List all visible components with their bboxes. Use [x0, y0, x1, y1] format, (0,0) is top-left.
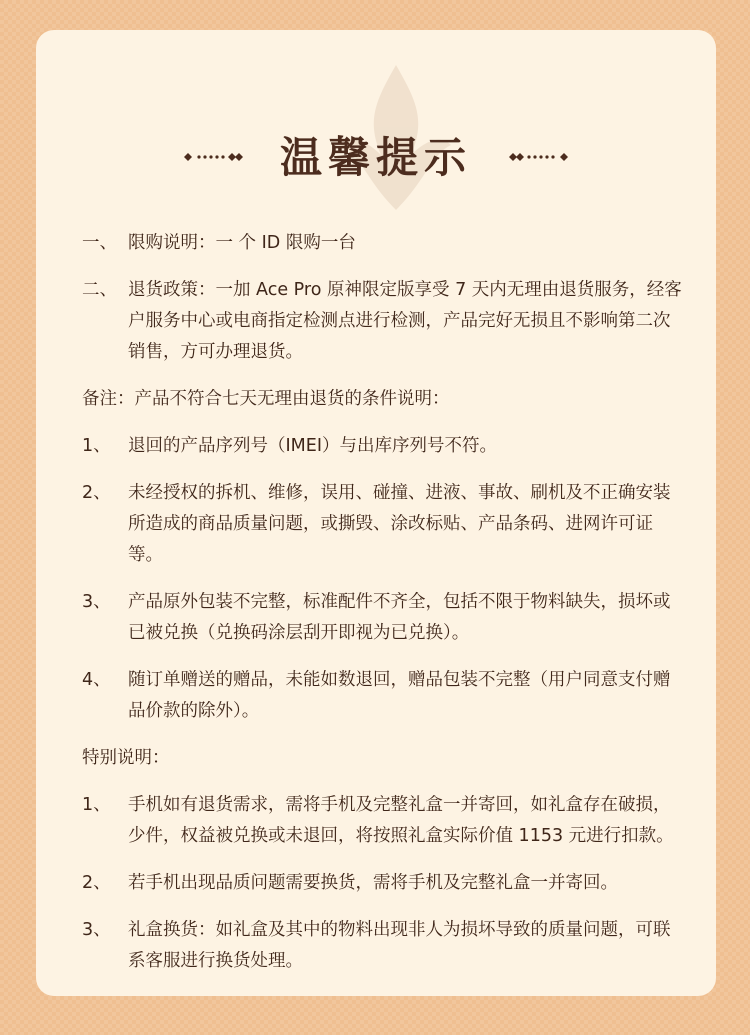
- item-number: 2、: [82, 873, 111, 893]
- notice-card: [36, 30, 716, 996]
- title-row: [36, 128, 716, 188]
- item-number: 2、: [82, 483, 111, 503]
- item-text: 退回的产品序列号（IMEI）与出库序列号不符。: [128, 436, 497, 456]
- item-text: 产品原外包装不完整，标准配件不齐全，包括不限于物料缺失，损坏或已被兑换（兑换码涂层刮开即视为已兑换）。: [128, 592, 671, 643]
- item-number: 4、: [82, 670, 111, 690]
- item-text: 手机如有退货需求，需将手机及完整礼盒一并寄回，如礼盒存在破损，少件，权益被兑换或未退回，将按照礼盒实际价值 1153 元进行扣款。: [128, 795, 674, 846]
- list-item: [82, 587, 682, 649]
- right-ornament-icon: [508, 151, 570, 163]
- item-number: 二、: [82, 280, 117, 300]
- list-item: [82, 868, 682, 899]
- list-item: [82, 275, 682, 368]
- item-text: 随订单赠送的赠品，未能如数退回，赠品包装不完整（用户同意支付赠品价款的除外）。: [128, 670, 671, 721]
- item-number: 一、: [82, 233, 117, 253]
- item-text: 限购说明：一 个 ID 限购一台: [128, 233, 356, 253]
- item-number: 1、: [82, 795, 111, 815]
- item-text: 退货政策：一加 Ace Pro 原神限定版享受 7 天内无理由退货服务，经客户服务中心或电商指定检测点进行检测，产品完好无损且不影响第二次销售，方可办理退货。: [128, 280, 682, 362]
- item-text: 未经授权的拆机、维修，误用、碰撞、进液、事故、刷机及不正确安装所造成的商品质量问题，或撕毁、涂改标贴、产品条码、进网许可证等。: [128, 483, 671, 565]
- item-number: 3、: [82, 920, 111, 940]
- notice-content: [82, 228, 682, 993]
- item-number: 3、: [82, 592, 111, 612]
- remark-heading: 备注：产品不符合七天无理由退货的条件说明：: [82, 389, 450, 409]
- item-number: 1、: [82, 436, 111, 456]
- list-item: [82, 478, 682, 571]
- item-text: 礼盒换货：如礼盒及其中的物料出现非人为损坏导致的质量问题，可联系客服进行换货处理。: [128, 920, 671, 971]
- item-text: 若手机出现品质问题需要换货，需将手机及完整礼盒一并寄回。: [128, 873, 618, 893]
- list-item: [82, 915, 682, 977]
- list-item: [82, 665, 682, 727]
- list-item: [82, 228, 682, 259]
- list-item: [82, 431, 682, 462]
- page-title: 温馨提示: [279, 133, 472, 182]
- list-item: [82, 790, 682, 852]
- special-heading: 特别说明：: [82, 748, 170, 768]
